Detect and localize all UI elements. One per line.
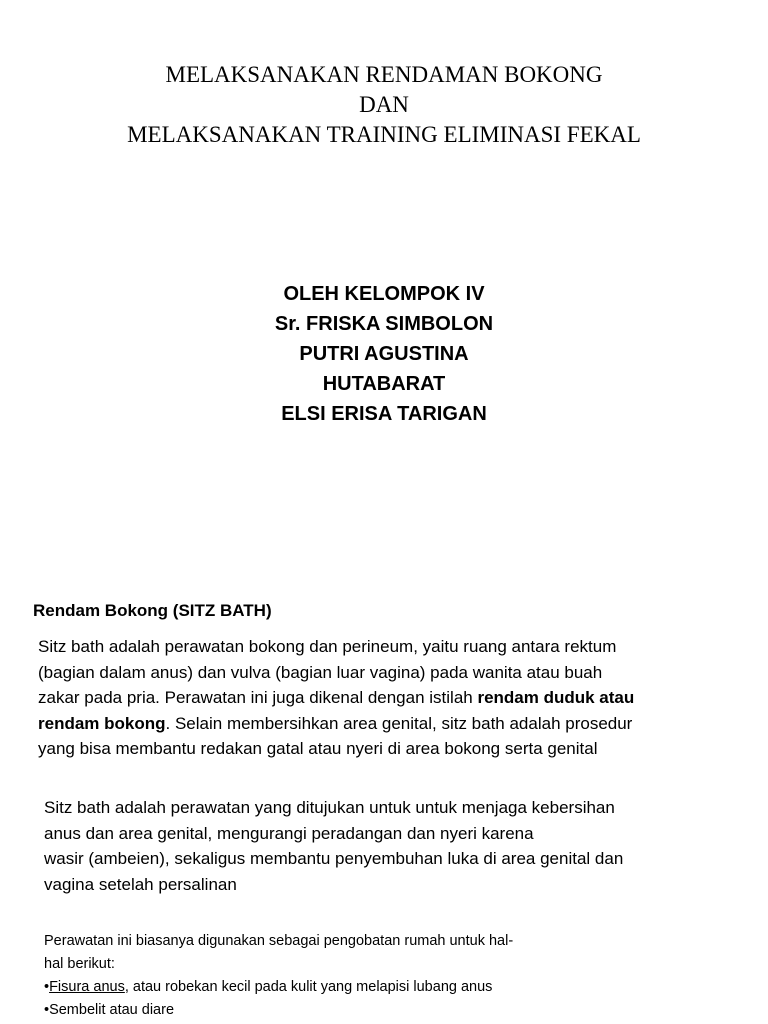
fisura-anus-link[interactable]: Fisura anus (49, 979, 125, 995)
list-item (44, 976, 744, 999)
list-item: •Sembelit atau diare (44, 1002, 175, 1018)
author-name: PUTRI AGUSTINA (299, 343, 469, 365)
title-line-3: MELAKSANAKAN TRAINING ELIMINASI FEKAL (127, 122, 641, 147)
text-span: , atau robekan kecil pada kulit yang melapisi lubang anus (124, 979, 493, 995)
paragraph-line: Sitz bath adalah perawatan bokong dan perineum, yaitu ruang antara rektum (38, 637, 617, 656)
slide-title (0, 60, 768, 150)
paragraph-line: anus dan area genital, mengurangi peradangan dan nyeri karena (44, 823, 534, 843)
bullet: • (44, 979, 50, 995)
list-intro: hal berikut: (44, 956, 115, 972)
paragraph-line: vagina setelah persalinan (44, 874, 237, 894)
author-list (0, 279, 768, 429)
paragraph-line: yang bisa membantu redakan gatal atau nyeri di area bokong serta genital (38, 739, 598, 758)
text-span: zakar pada pria. Perawatan ini juga dikenal dengan istilah (38, 688, 478, 707)
paragraph-line: (bagian dalam anus) dan vulva (bagian luar vagina) pada wanita atau buah (38, 662, 603, 682)
paragraph-line (38, 711, 738, 737)
author-name: Sr. FRISKA SIMBOLON (274, 313, 494, 335)
paragraph-line: wasir (ambeien), sekaligus membantu penyembuhan luka di area genital dan (44, 849, 624, 868)
title-line-2: DAN (359, 92, 409, 117)
section-heading: Rendam Bokong (SITZ BATH) (33, 601, 272, 620)
paragraph-purpose (44, 795, 744, 897)
author-name: ELSI ERISA TARIGAN (281, 403, 487, 425)
bold-term: rendam duduk atau (477, 688, 635, 707)
list-intro: Perawatan ini biasanya digunakan sebagai pengobatan rumah untuk hal- (44, 933, 514, 949)
author-name: HUTABARAT (322, 373, 446, 395)
uses-list (44, 930, 744, 1022)
bold-term: rendam bokong (38, 713, 166, 733)
title-line-1: MELAKSANAKAN RENDAMAN BOKONG (165, 62, 603, 87)
paragraph-line: Sitz bath adalah perawatan yang ditujukan untuk untuk menjaga kebersihan (44, 798, 615, 817)
paragraph-line (38, 685, 738, 711)
paragraph-definition (38, 634, 738, 762)
text-span: . Selain membersihkan area genital, sitz bath adalah prosedur (165, 713, 633, 733)
group-label: OLEH KELOMPOK IV (283, 283, 485, 305)
